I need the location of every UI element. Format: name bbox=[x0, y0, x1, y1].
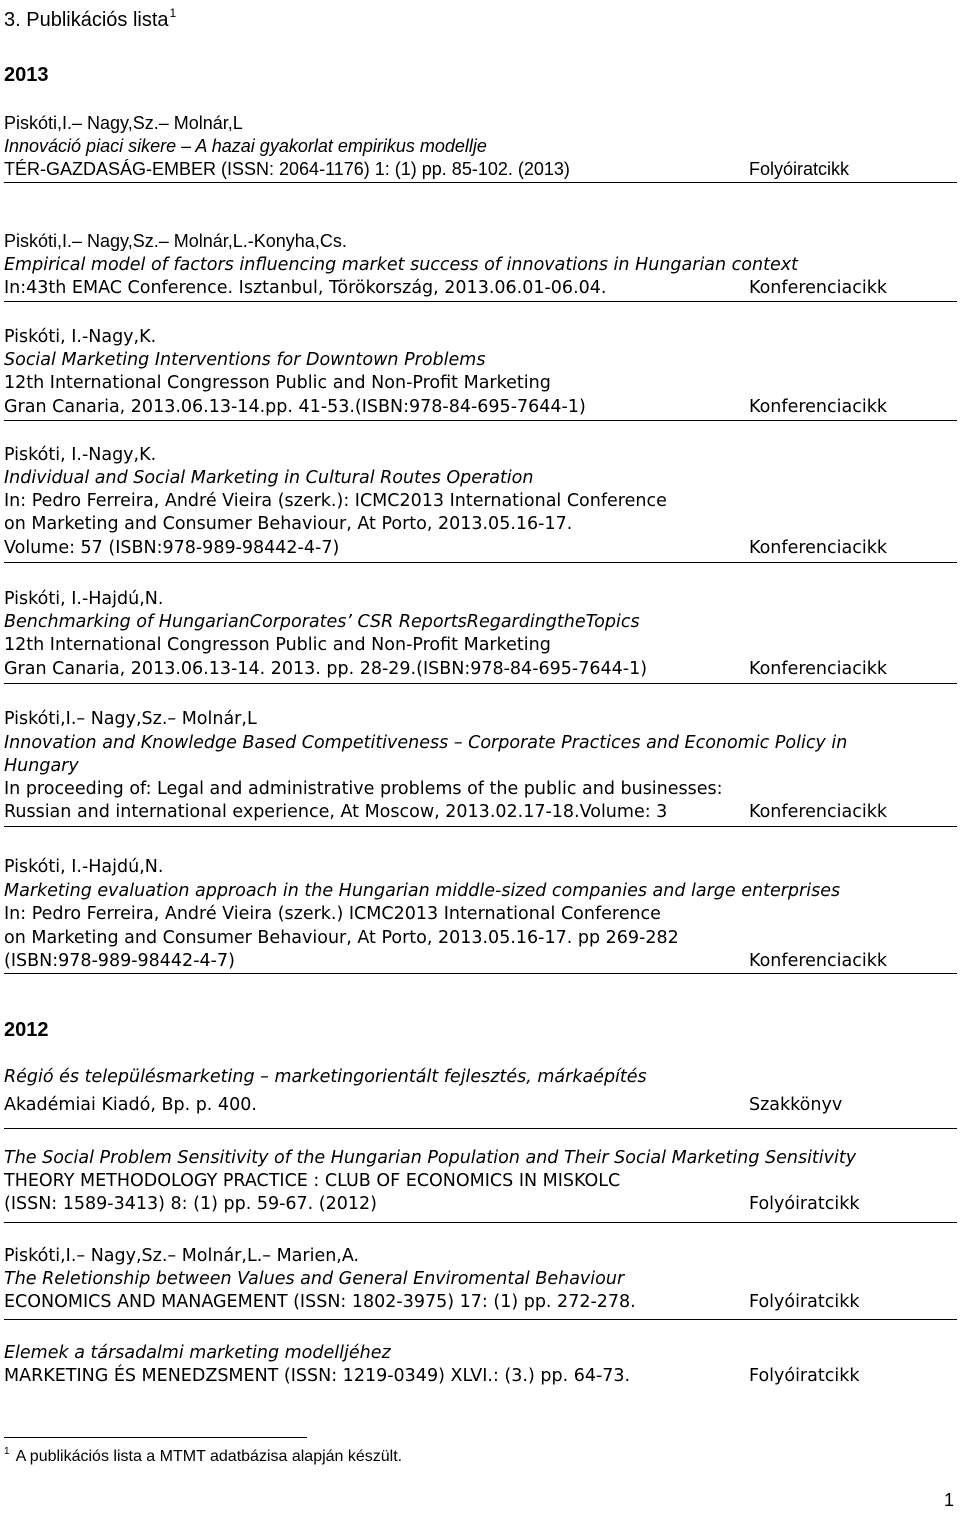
footnote-number: 1 bbox=[4, 1446, 10, 1457]
authors: Piskóti,I.– Nagy,Sz.– Molnár,L.-Konyha,Cs. bbox=[4, 231, 347, 251]
publication-source: (ISSN: 1589-3413) 8: (1) pp. 59-67. (2012) bbox=[4, 1194, 377, 1214]
publication-type: Folyóiratcikk bbox=[749, 159, 850, 179]
publication-source: Russian and international experience, At Moscow, 2013.02.17-18.Volume: 3 bbox=[4, 802, 668, 822]
page-number: 1 bbox=[943, 1490, 954, 1510]
publication-source: THEORY METHODOLOGY PRACTICE : CLUB OF ECONOMICS IN MISKOLC bbox=[4, 1171, 621, 1191]
publication-type: Folyóiratcikk bbox=[749, 1292, 860, 1312]
year-heading-2013: 2013 bbox=[4, 64, 49, 86]
footnote-divider bbox=[4, 1437, 307, 1438]
publication-source: ECONOMICS AND MANAGEMENT (ISSN: 1802-3975) 17: (1) pp. 272-278. bbox=[4, 1292, 636, 1312]
publication-source: 12th International Congresson Public and Non-Profit Marketing bbox=[4, 373, 551, 393]
publication-title: Hungary bbox=[4, 756, 79, 776]
publication-source: on Marketing and Consumer Behaviour, At Porto, 2013.05.16-17. bbox=[4, 514, 573, 534]
authors: Piskóti,I.– Nagy,Sz.– Molnár,L bbox=[4, 113, 243, 133]
divider bbox=[4, 562, 957, 563]
publication-type: Konferenciacikk bbox=[749, 538, 887, 558]
publication-title: Benchmarking of HungarianCorporates’ CSR ReportsRegardingtheTopics bbox=[4, 612, 640, 632]
section-heading-text: 3. Publikációs lista bbox=[4, 9, 169, 31]
publication-title: Marketing evaluation approach in the Hungarian middle-sized companies and large enterprises bbox=[4, 881, 841, 901]
publication-title: Innováció piaci sikere – A hazai gyakorlat empirikus modellje bbox=[4, 136, 487, 156]
divider bbox=[4, 301, 957, 302]
publication-type: Konferenciacikk bbox=[749, 397, 887, 417]
divider bbox=[4, 1222, 957, 1223]
publication-title: Régió és településmarketing – marketingorientált fejlesztés, márkaépítés bbox=[4, 1067, 647, 1087]
publication-source: on Marketing and Consumer Behaviour, At Porto, 2013.05.16-17. pp 269-282 bbox=[4, 928, 679, 948]
publication-title: Individual and Social Marketing in Cultural Routes Operation bbox=[4, 468, 534, 488]
divider bbox=[4, 1128, 957, 1129]
publication-source: TÉR-GAZDASÁG-EMBER (ISSN: 2064-1176) 1: (1) pp. 85-102. (2013) bbox=[4, 159, 570, 179]
publication-type: Folyóiratcikk bbox=[749, 1366, 860, 1386]
publication-source: In: Pedro Ferreira, André Vieira (szerk.): ICMC2013 International Conference bbox=[4, 491, 667, 511]
publication-source: In proceeding of: Legal and administrative problems of the public and businesses: bbox=[4, 779, 723, 799]
publication-title: The Social Problem Sensitivity of the Hungarian Population and Their Social Marketing Sensitivity bbox=[4, 1148, 857, 1168]
publication-type: Folyóiratcikk bbox=[749, 1194, 860, 1214]
publication-source: (ISBN:978-989-98442-4-7) bbox=[4, 951, 235, 971]
authors: Piskóti, I.-Nagy,K. bbox=[4, 327, 157, 347]
publication-type: Konferenciacikk bbox=[749, 278, 887, 298]
footnote-marker: 1 bbox=[169, 6, 177, 20]
divider bbox=[4, 826, 957, 827]
divider bbox=[4, 683, 957, 684]
publication-type: Konferenciacikk bbox=[749, 951, 887, 971]
divider bbox=[4, 420, 957, 421]
publication-source: Volume: 57 (ISBN:978-989-98442-4-7) bbox=[4, 538, 340, 558]
divider bbox=[4, 182, 957, 183]
footnote bbox=[4, 1446, 402, 1466]
divider bbox=[4, 973, 957, 974]
publication-title: Elemek a társadalmi marketing modelljéhez bbox=[4, 1343, 391, 1363]
publication-type: Konferenciacikk bbox=[749, 659, 887, 679]
publication-type: Szakkönyv bbox=[749, 1095, 843, 1115]
authors: Piskóti, I.-Hajdú,N. bbox=[4, 589, 164, 609]
publication-source: Akadémiai Kiadó, Bp. p. 400. bbox=[4, 1095, 257, 1115]
publication-source: In: Pedro Ferreira, André Vieira (szerk.) ICMC2013 International Conference bbox=[4, 904, 661, 924]
publication-source: MARKETING ÉS MENEDZSMENT (ISSN: 1219-0349) XLVI.: (3.) pp. 64-73. bbox=[4, 1366, 631, 1386]
publication-title: Social Marketing Interventions for Downtown Problems bbox=[4, 350, 486, 370]
publication-type: Konferenciacikk bbox=[749, 802, 887, 822]
authors: Piskóti,I.– Nagy,Sz.– Molnár,L.– Marien,A. bbox=[4, 1246, 360, 1266]
authors: Piskóti, I.-Nagy,K. bbox=[4, 445, 157, 465]
year-heading-2012: 2012 bbox=[4, 1019, 49, 1041]
publication-title: The Reletionship between Values and General Enviromental Behaviour bbox=[4, 1269, 625, 1289]
publication-title: Innovation and Knowledge Based Competitiveness – Corporate Practices and Economic Policy in bbox=[4, 733, 848, 753]
divider bbox=[4, 1319, 957, 1320]
authors: Piskóti, I.-Hajdú,N. bbox=[4, 857, 164, 877]
section-heading bbox=[4, 6, 176, 32]
authors: Piskóti,I.– Nagy,Sz.– Molnár,L bbox=[4, 709, 257, 729]
publication-source: 12th International Congresson Public and Non-Profit Marketing bbox=[4, 635, 551, 655]
footnote-text: A publikációs lista a MTMT adatbázisa alapján készült. bbox=[15, 1448, 403, 1465]
publication-title: Empirical model of factors influencing market success of innovations in Hungarian context bbox=[4, 255, 798, 275]
publication-source: Gran Canaria, 2013.06.13-14.pp. 41-53.(ISBN:978-84-695-7644-1) bbox=[4, 397, 586, 417]
publication-source: Gran Canaria, 2013.06.13-14. 2013. pp. 28-29.(ISBN:978-84-695-7644-1) bbox=[4, 659, 648, 679]
publication-source: In:43th EMAC Conference. Isztanbul, Törökország, 2013.06.01-06.04. bbox=[4, 278, 607, 298]
